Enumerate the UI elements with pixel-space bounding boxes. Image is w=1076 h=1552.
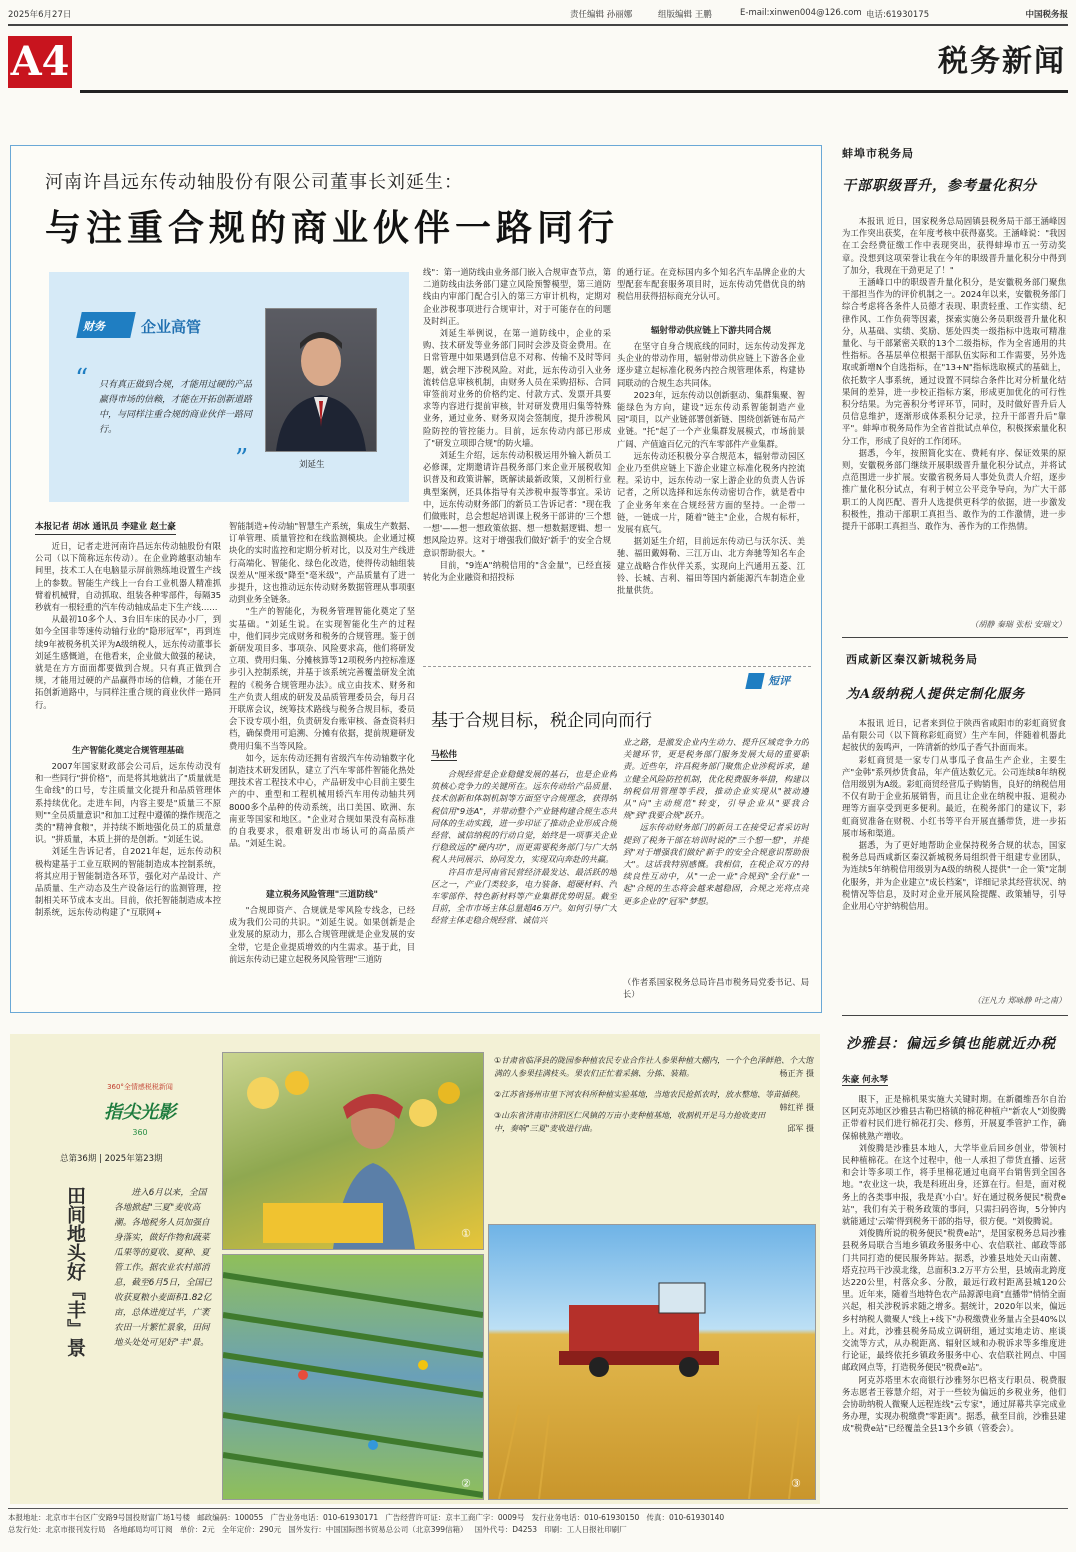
right3-para: 刘俊腾是沙雅县本地人，大学毕业后回乡创业，带领村民种植棉花。在这个过程中，他一人承担了带货直播、运营和会计等多项工作，将手里棉花通过电商平台销售到全国各地。"农业这一块，我是科班出身，还算在行。但是，面对税务上的各类事申报，我是真'小白'。好在通过税务便民"税费e站"，我们有关于税务政策的事问，只需扫码咨询，5分钟内就能通过'云端'得到税务干部的指导，很方便。"刘俊腾说。 <box>842 1142 1066 1227</box>
lead-quote: 只有真正做到合规，才能用过硬的产品赢得市场的信赖，才能在开拓创新道路中，与同样注重合规的商业伙伴一路同行。 <box>99 380 253 435</box>
feature-intro-text: 进入6月以来，全国各地掀起"三夏"麦收高潮。各地税务人员加强自身落实，做好作物和蔬菜瓜果等的夏收、夏种、夏管工作。据农业农村部消息，截至6月5日，全国已收获夏粮小麦面积1.82亿亩，总体进度过半，广袤农田一片繁忙景象，田间地头处处可见好"丰"景。 <box>114 1188 212 1348</box>
comment-headline: 基于合规目标，税企同向而行 <box>431 711 652 731</box>
feature-captions <box>494 1054 814 1214</box>
right2-author: （汪凡力 郑咏静 叶之南） <box>972 996 1066 1005</box>
lead-col2b <box>229 904 415 1004</box>
comment-col2 <box>623 736 809 972</box>
tag-label: 企业高管 <box>141 318 202 336</box>
lead-feature-panel <box>49 272 409 502</box>
right3-headline: 沙雅县：偏远乡镇也能就近办税 <box>846 1036 1056 1052</box>
badge-title: 指尖光影 <box>104 1102 176 1123</box>
close-quote-icon: ” <box>235 444 249 474</box>
lead-para: 在坚守自身合规底线的同时，远东传动发挥龙头企业的带动作用，辐射带动供应链上下游各企业逐步建立起标准化税务内控合规管理体系，构建协同联动的合规生态共同体。 <box>617 341 805 388</box>
header-paper: 中国税务报 <box>1025 10 1068 20</box>
caption-3 <box>494 1109 814 1135</box>
badge-logo: 360 <box>132 1128 148 1137</box>
comment-col1 <box>431 768 617 1002</box>
comment-para: 远东传动财务部门的新员工在接受记者采访时提到了税务干部在培训时说的"三个想一想"，并提到"对于增强我们做好'新手'的安全合规意识帮助很大"。这话我特别感慨。我相信，在税企双方的持续良性互动中，从"一企一业"合规到"全行业"一起"合规的生态将会越来越稳固，合规之光将点亮更多企业的"冠军"梦想。 <box>623 822 809 906</box>
lead-kicker: 河南许昌远东传动轴股份有限公司董事长刘延生： <box>45 172 463 193</box>
right2-para: 彩虹商贸是一家专门从事瓜子食品生产企业，主要生产"金韩"系列炒货食品，年产值达数亿元。公司连续8年纳税信用级别为A级。彩虹商贸经营瓜子购销售，良好的纳税信用不仅有助于企业拓展销售，而且让企业在纳税申报、退税办理等方面享受到更多便利。最近，在税务部门的建议下，彩虹商贸准备在财税、小红书等平台开展直播带货，进一步拓展市场和渠道。 <box>842 754 1066 838</box>
right2-para: 本报讯 近日，记者来到位于陕西省咸阳市的彩虹商贸食品有限公司（以下简称彩虹商贸）生产车间，伴随着机器此起彼伏的轰鸣声，一阵清新的炒瓜子香气扑面而来。 <box>842 718 1066 753</box>
lead-subhead-1: 生产智能化奠定合规管理基础 <box>72 746 184 756</box>
portrait-figure <box>266 309 376 451</box>
open-quote-icon: “ <box>75 364 89 394</box>
right3-para: 刘俊腾所说的税务便民"税费e站"，是国家税务总局沙雅县税务局联合当地乡镇政务服务中心、农信联社、邮政等部门共同打造的便民服务阵站。据悉，沙雅县地处天山南麓、塔克拉玛干沙漠北缘，总面积3.2万平方公里，县域南北跨度达220公里，村落众多、分散，最远行政村距离县城120公里。近年来，随着当地特色农产品源源电商"直播带"悄悄全面兴起，相关涉税诉求随之增多。据统计，2020年以来，偏远乡村纳税人微聚人"线上+线下"办税缴费业务量占全县40%以上。对此，沙雅县税务局成立调研组，通过实地走访、座谈交流等方式，从办税距离、辐射区域和办税诉求等多维度进行论证，最终依托乡镇政务服务中心、农信联社网点、中国邮政网点等，打造税务便民"税费e站"。 <box>842 1228 1066 1373</box>
header-phone: 电话:61930175 <box>866 10 930 20</box>
lead-para: 目前，"9连A"纳税信用的"含金量"，已经直接转化为企业融资和招投标 <box>423 559 611 583</box>
right1-place: 蚌埠市税务局 <box>842 147 914 160</box>
comment-tag-label: 短评 <box>768 674 791 688</box>
caption-1-credit: 杨正齐 摄 <box>779 1069 814 1078</box>
right1-body <box>842 215 1066 655</box>
footer-item: 单价：2元 <box>179 1525 215 1534</box>
photo-num-2: ② <box>461 1477 471 1490</box>
footer-item: 总发行处：北京市报刊发行局 <box>8 1525 106 1534</box>
feature-title: 田间地头好『丰』景 <box>64 1186 86 1357</box>
right3-byline: 朱豪 何永琴 <box>842 1075 888 1085</box>
right-divider-1 <box>842 637 1068 638</box>
portrait-caption: 刘延生 <box>299 460 325 470</box>
right1-author: （胡静 秦瑞 张松 安瑞文） <box>970 620 1066 629</box>
footer-item: 广告业务电话：010-61930171 <box>270 1513 379 1522</box>
footer-line-1 <box>8 1512 1068 1524</box>
footer-item: 国外代号：D4253 <box>474 1525 538 1534</box>
right2-headline: 为A级纳税人提供定制化服务 <box>846 687 1026 702</box>
right1-para: 据悉，今年，按照简化实在、费耗有序、保证效果的原则，安徽税务部门继续开展职级晋升量化积分试点，并将试点范围进一步扩展。安徽省税务局人事处负责人介绍，逐步推广量化积分试点，有利于树立公平竞争导向，为广大干部职工的人岗匹配、晋升人选提供更科学的依据，进一步激发积极性，推动干部职工真担当、敢作为的工作激情，进一步提升干部职工真担当、敢作为、善作为的工作热情。 <box>842 447 1066 532</box>
footer-rule <box>8 1508 1068 1509</box>
lead-headline: 与注重合规的商业伙伴一路同行 <box>45 207 620 249</box>
right1-para: 本报讯 近日，国家税务总局固镇县税务局干部王涵峰因为工作突出获奖，在年度考核中获得嘉奖。王涵峰说："我因在工会经费征缴工作中表现突出，获得蚌埠市五一劳动奖章。没想到这项荣誉让我在今年的职级晋升量化积分中得到了加分，我现在干劲更足了！" <box>842 216 1066 275</box>
photo-1 <box>222 1052 484 1250</box>
portrait-photo <box>265 308 377 452</box>
lead-col4 <box>617 266 805 318</box>
page-number: A4 <box>8 36 72 88</box>
footer-item: 各地邮局均可订阅 <box>112 1525 173 1534</box>
lead-byline: 本报记者 胡冰 通讯员 李建业 赵士豪 <box>35 520 176 535</box>
comment-divider <box>423 666 811 668</box>
comment-para: 合规经营是企业稳健发展的基石，也是企业构筑核心竞争力的关键所在。远东传动给产品质量、技术创新和体制机制等方面坚守合规理念，获得纳税信用"9连A"，并带动整个产业链构建合规生态共同体的生动实践，进一步印证了推动企业形成合规经营、诚信纳税的行动自觉，始终是一项事关企业行稳致远的"硬内功"，而更需要税务部门与广大纳税人共同展示、协同发力，实现双向奔赴的共赢。 <box>431 769 617 865</box>
comment-author-note: （作者系国家税务总局许昌市税务局党委书记、局长） <box>623 977 809 1000</box>
lead-para: 智能制造+传动轴"智慧生产系统，集成生产数据、订单管理、质量管控和在线监测模块。企业通过模块化的实时监控和定期分析对比，以及对生产线进行高端化、智能化、绿色化改造，使得传动轴组装误差从"厘米级"降至"毫米级"，产品质量有了进一步提升，这也推动远东传动财务数据管理从事项驱动到业务全链条。 <box>229 521 415 605</box>
footer-item: 国外发行：中国国际图书贸易总公司（北京399信箱） <box>288 1525 468 1534</box>
lead-subhead-3: 辐射带动供应链上下游共同合规 <box>650 326 772 336</box>
right1-headline: 干部职级晋升，参考量化积分 <box>842 178 1037 194</box>
caption-3-credit: 邱军 摄 <box>787 1124 814 1133</box>
photo-num-1: ① <box>461 1227 471 1240</box>
caption-2-credit: 韩红祥 摄 <box>779 1103 814 1112</box>
header-email: E-mail:xinwen004@126.com <box>740 8 862 18</box>
caption-3-text: ③山东省济南市济阳区仁风镇的万亩小麦种植基地，收割机开足马力抢收麦田中，奏响"三夏"麦收进行曲。 <box>494 1111 766 1133</box>
caption-1-text: ①甘肃省临泽县的陇园参种植农民专业合作社人参果种植大棚内，一个个色泽鲜艳、个大饱满的人参果挂满枝头。果农们正忙着采摘、分拣、装箱。 <box>494 1056 814 1078</box>
header-editor: 责任编辑 孙丽娜 <box>570 10 633 20</box>
photo-3 <box>488 1224 816 1500</box>
comment-para: 业之路，是激发企业内生动力、提升区域竞争力的关键环节，更是税务部门服务发展大局的重要职责。近些年，许昌税务部门聚焦企业涉税诉求，建立健全风险防控机制，优化税费服务举措，构建以纳税信用管理等手段，推动企业实现从"被动遵从"向"主动规范"转变，引导企业从"要我合规"到"我要合规"跃升。 <box>623 737 809 821</box>
footer-item: 发行业务电话：010-61930150 <box>531 1513 640 1522</box>
footer-item: 传真：010-61930140 <box>646 1513 725 1522</box>
lead-para: "生产的智能化，为税务管理智能化奠定了坚实基础。"刘延生说。在实现智能化生产的过程中，他们同步完成财务和税务的合规管理。鉴于创新研发项目多、事项杂、风险要求高，他们将研发立项、费用归集、分摊核算等12项税务内控标准逐步引入控制系统，并基于该系统完善覆盖研发全流程的《税务合规管理办法》。成立由技术、财务和生产负责人组成的研发及品质管理委员会，每月召开联席会议，统筹技术路线与税务合规目标，委员会下设专项小组，负责研发台账审核、备查资料归档，确保费用可追溯、分摊有依据，提前规避研发费用归集不当等风险。 <box>229 606 415 751</box>
right2-body <box>842 717 1066 1001</box>
caption-1 <box>494 1054 814 1080</box>
lead-para: 如今，远东传动还拥有省级汽车传动轴数字化制造技术研发团队，建立了汽车零部件智能化热处理技术省工程技术中心，产品研发中心目前主要生产的中、重型和工程机械用轿汽车用传动轴共列8000多个品种的传动系统，出口美国、欧洲、东南亚等国家和地区。"企业对合规如果没有高标准的自我要求，很难研发出市场认可的高品质产品。"刘延生说。 <box>229 752 415 849</box>
section-rule <box>80 90 1068 93</box>
right2-para: 据悉，为了更好地帮助企业保持税务合规的状态，国家税务总局西咸新区秦汉新城税务局组织骨干组建专业团队，为连续5年纳税信用级别为A级的纳税人提供"一企一策"定制化服务，并为企业建立"成长档案"，详细记录其经营状况、纳税情况等信息，及时对企业开展风险提醒、政策辅导，引导企业用心守护纳税信用。 <box>842 840 1066 912</box>
caption-2 <box>494 1088 814 1112</box>
pen-icon <box>745 673 764 689</box>
footer-item: 广告经营许可证：京丰工商广字：0009号 <box>385 1513 525 1522</box>
lead-para: 从最初10多个人、3台旧车床的民办小厂，到如今全国非等速传动轴行业的"隐形冠军"，再到连续9年被税务机关评为A级纳税人，远东传动董事长刘延生感慨道，在他看来，企业做大做强的秘诀，就是在方方面面都要做到合规。只有真正做到合规，才能用过硬的产品赢得市场的信赖，才能在开拓创新道路中，与同样注重合规的商业伙伴一路同行。 <box>35 614 221 710</box>
photo-1-scene <box>223 1053 483 1249</box>
lead-para: 的通行证。在竞标国内多个知名汽车品牌企业的大型配套车配套服务项目时，远东传动凭借优良的纳税信用获得招标商充分认可。 <box>617 267 805 302</box>
comment-para: 许昌市是河南省民营经济最发达、最活跃的地区之一，产业门类较多，电力装备、超硬材料、汽车零部件、特色新材料等产业集群优势明显。截至目前，全市市场主体总量超46万户。如何引导广大经营主体走稳合规经营、诚信兴 <box>431 866 617 926</box>
lead-para: 据刘延生介绍，目前远东传动已与沃尔沃、美驰、福田戴姆勒、三江万山、北方奔驰等知名车企建立战略合作伙伴关系，实现向上汽通用五菱、江铃、长城、吉利、福田等国内新能源汽车制造企业批量供货。 <box>617 536 805 596</box>
right-divider-2 <box>842 1015 1068 1016</box>
lead-para: 线"：第一道防线由业务部门嵌入合规审查节点，第二道防线由法务部门建立风险预警模型，第三道防线由内审部门配合引入的第三方审计机构，定期对企业涉税事项进行合规审计，对于可能存在的问题及时纠正。 <box>423 267 611 326</box>
right1-para: 王涵峰口中的职级晋升量化积分，是安徽税务部门聚焦干部担当作为的评价机制之一。2024年以来，安徽税务部门综合考虑将各条件人员德才表现、职责轻重、工作实绩、纪律作风、工作负荷等因素，探索实施公务员职级晋升量化积分，从基础、实绩、奖励、惩处四类一级指标中选取可精准量化、与干部紧密关联的13个二级指标，作为全省通用的共性指标。各基层单位根据干部队伍实际和工作需要，另外选取或新增N个自选指标，在"13+N"指标选取模式的基础上，依托数字人事系统，通过设置不同综合条件比对分析量化结果间的差异，进一步校正指标方案，形成更加优化的可行性积分结果。为完善积分考评环节，同时，及时做好晋升后人员信息维护，逐渐形成体系积分记录，拉升干部晋升后"靠平"。蚌埠市税务局作为全省首批试点单位，积极探索量化积分工作，形成了良好的工作闭环。 <box>842 277 1066 446</box>
footer-item: 全年定价：290元 <box>221 1525 282 1534</box>
lead-subhead-2: 建立税务风险管理"三道防线" <box>265 890 379 900</box>
right-column <box>842 145 1068 1515</box>
tag-small: 财务 <box>83 320 105 333</box>
footer-line-2 <box>8 1524 1068 1536</box>
lead-col1b <box>35 760 221 1006</box>
header-date: 2025年6月27日 <box>8 10 72 20</box>
photo-num-3: ③ <box>791 1477 801 1490</box>
lead-para: 2023年，远东传动以创新驱动、集群集聚、智能绿色为方向，建设"远东传动系智能制造产业园"项目，以产业链部署创新链、围绕创新链布局产业链。"托"起了一个产业集群发展模式，市场前景广阔、产值逾百亿元的汽车零部件产业集群。 <box>617 389 805 449</box>
feature-issue: 总第36期 | 2025年第23期 <box>60 1154 163 1164</box>
lead-para: "合规即资产、合规就是零风险专线念，已经成为我们公司的共识。"刘延生说。如果创新是企业发展的原动力，那么合规管理就是企业发展的安全带，它是企业提质增效的内生需求。基于此，目前远东传动已建立起税务风险管理"三道防 <box>229 905 415 964</box>
page-footer <box>8 1512 1068 1536</box>
header-rule <box>8 24 1068 26</box>
page-header <box>8 8 1068 22</box>
right2-place: 西咸新区秦汉新城税务局 <box>846 653 978 666</box>
footer-item: 邮政编码：100055 <box>197 1513 264 1522</box>
lead-para: 近日，记者走进河南许昌远东传动轴股份有限公司（以下简称远东传动）。在企业跨越驱动轴车间里，技术工人在电脑显示屏前熟练地设置生产线上的参数。智能生产线上一台台工业机器人精准抓臂着机械臂，自动抓取、组装各种零部件，每隔35秒就有一根轻重的汽车传动轴成品走下生产线…… <box>35 541 221 613</box>
section-title: 税务新闻 <box>938 44 1066 79</box>
comment-tag <box>747 670 807 692</box>
lead-para: 刘延生举例说，在第一道防线中，企业的采购、技术研发等业务部门同时会涉及资金费用。在日常管理中如果遇到信息不对称、传输不及时等问题，就会埋下涉税风险。对此，远东传动引入业务流转信息审核机制，由财务人员在采购招标、合同审签前对业务的价格约定、付款方式、发票开具要求等内容进行提前审核，针对研发费用归集等特殊业务，通过业务、财务双岗会签制度，提升涉税风险防控的管控能力。目前，远东传动内部已形成了"研发立项即合规"的防火墙。 <box>423 328 611 448</box>
photo-3-scene <box>489 1225 815 1499</box>
right3-para: 阿克苏塔里木农商银行沙雅努尔巴格支行职员、税费服务志愿者王蓉慧介绍，对于一些较为偏远的乡税业务，他们会协助纳税人微聚人远程连线"云专家"，通过屏幕共享完成业务办理，实现办税缴费"零距离"。据悉，截至目前，沙雅县建成"税费e站"已经覆盖全县13个乡镇（管委会）。 <box>842 1374 1066 1434</box>
feature-intro <box>114 1186 214 1406</box>
lead-col1 <box>35 540 221 740</box>
right3-para: 眼下，正是棉机果实施大关键时期。在新疆维吾尔自治区阿克苏地区沙雅县古勒巴格镇的棉花种植户"新农人"刘俊腾正带着村民们进行棉花打尖、修剪，开展夏季管护工作，确保棉桃熟产增收。 <box>842 1094 1066 1141</box>
photo-feature <box>10 1034 820 1504</box>
lead-para: 刘延生介绍，远东传动积极运用外输入新员工必修课，定期邀请许昌税务部门来企业开展税收知识普及和政策讲解，既解读最新政策，又剖析行业典型案例，还具体指导有关涉税申报等事宜。采访中，远东传动财务部门的新员工告诉记者："现在我们做账时，总会想起培训课上税务干部讲的'三个想一想'——想一想政策依据、想一想数据逻辑、想一想风险边界。这对于增强我们做好'新手'的安全合规意识帮助很大。" <box>423 450 611 558</box>
photo-2-scene <box>223 1255 483 1499</box>
right3-body <box>842 1093 1066 1513</box>
photo-2 <box>222 1254 484 1500</box>
lead-para: 2007年国家财政部会公司后，远东传动没有和一些同行"拼价格"，而是将其地就出了"质量就是生命线"的口号，专注质量文化提升和品质管理体系持续优化。走进车间，内容主要是"质量三不原则""全员质量意识"和加工过程中遵循的操作规范之类的"精神食粮"，并持续不断地强化员工的质量意识。"拼质量，本质上拼的是创新。"刘延生说。 <box>35 761 221 845</box>
footer-item: 印刷：工人日报社印刷厂 <box>544 1525 627 1534</box>
lead-para: 刘延生告诉记者，自2021年起，远东传动积极构建基于工业互联网的智能制造成本控制系统，将其应用于智能制造各环节，强化对产品设计、产品质量、生产动态及生产设备运行的监测管理，控制相关环节成本支出。目前，依托智能制造成本控制系统，远东传动构建了"互联网+ <box>35 846 221 918</box>
lead-article <box>10 145 822 1013</box>
lead-para: 远东传动还积极分享合规范本，辐射带动园区企业乃至供应链上下游企业建立标准化税务内控流程。采访中，远东传动一家上游企业的负责人告诉记者，之所以选择和远东传动密切合作，就是看中了企业务年来在合规经营方面的坚持。一企带一链，一链成一片，随着"链主"企业，合规有标杆，发展有底气。 <box>617 450 805 535</box>
caption-2-text: ②江苏省扬州市里下河农科所种植实验基地，当地农民抢抓农时，放水整地、等苗插秧。 <box>494 1090 806 1099</box>
header-designer: 组版编辑 王鹏 <box>658 10 712 20</box>
lead-col4b <box>617 340 805 802</box>
comment-author: 马松伟 <box>431 750 457 760</box>
badge-top: 360°全情感税税新闻 <box>107 1083 173 1091</box>
footer-item: 本报地址：北京市丰台区广安路9号国投财富广场1号楼 <box>8 1513 191 1522</box>
